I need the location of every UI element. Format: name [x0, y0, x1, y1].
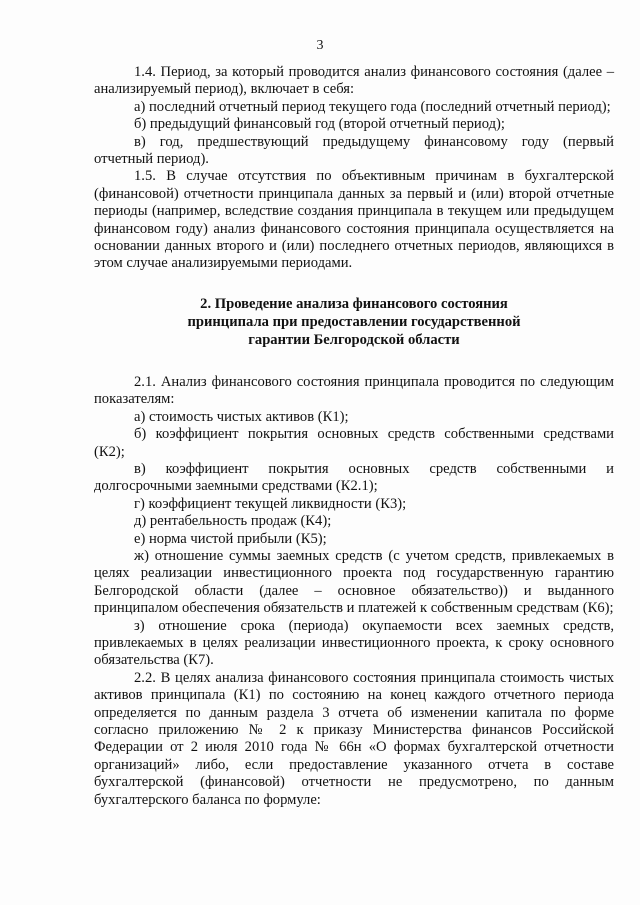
indicator-k6: ж) отношение суммы заемных средств (с учетом средств, привлекаемых в целях реализации инвестиционного проекта под государственную гарантию Белгородской области (далее – основное обязательство)) и выданного принципалом обеспечения обязательств и платежей к собственным средствам (К6); [94, 547, 614, 617]
indicator-k1: а) стоимость чистых активов (К1); [134, 408, 349, 425]
indicator-k2-1: в) коэффициент покрытия основных средств собственными и долгосрочными заемными средствами (К2.1); [94, 460, 614, 495]
document-body [94, 64, 614, 809]
list-item-v: в) год, предшествующий предыдущему финансовому году (первый отчетный период). [94, 133, 614, 168]
paragraph-2-2: 2.2. В целях анализа финансового состояния принципала стоимость чистых активов принципала (К1) по состоянию на конец каждого отчетного периода определяется по данным раздела 3 отчета об изменении капитала по форме согласно приложению № 2 к приказу Министерства финансов Российской Федерации от 2 июля 2010 года № 66н «О формах бухгалтерской отчетности организаций» либо, если предоставление указанного отчета в составе бухгалтерской (финансовой) отчетности не предусмотрено, по данным бухгалтерского баланса по формуле: [94, 669, 614, 808]
heading-line-1: 2. Проведение анализа финансового состояния [200, 295, 508, 312]
paragraph-1-5: 1.5. В случае отсутствия по объективным причинам в бухгалтерской (финансовой) отчетности принципала данных за первый и (или) второй отчетные периоды (например, вследствие создания принципала в текущем или предыдущем финансовом году) анализ финансового состояния принципала осуществляется на основании данных второго и (или) последнего отчетных периодов, являющихся в этом случае анализируемыми периодами. [94, 168, 614, 272]
indicator-k3: г) коэффициент текущей ликвидности (К3); [134, 495, 407, 512]
list-item-b: б) предыдущий финансовый год (второй отчетный период); [134, 116, 505, 133]
section-2-heading [94, 295, 614, 349]
indicator-k5: е) норма чистой прибыли (К5); [134, 530, 327, 547]
indicator-k7: з) отношение срока (периода) окупаемости всех заемных средств, привлекаемых в целях реализации инвестиционного проекта, к сроку основного обязательства (К7). [94, 617, 614, 669]
heading-line-2: принципала при предоставлении государственной [187, 313, 521, 330]
list-item-a: а) последний отчетный период текущего года (последний отчетный период); [134, 98, 611, 115]
indicator-k2: б) коэффициент покрытия основных средств собственными средствами (К2); [94, 426, 614, 460]
heading-line-3: гарантии Белгородской области [248, 331, 460, 348]
paragraph-1-4: 1.4. Период, за который проводится анализ финансового состояния (далее – анализируемый период), включает в себя: [94, 64, 614, 98]
indicator-k4: д) рентабельность продаж (К4); [134, 513, 332, 530]
page-number: 3 [316, 38, 324, 53]
paragraph-2-1: 2.1. Анализ финансового состояния принципала проводится по следующим показателям: [94, 373, 614, 408]
